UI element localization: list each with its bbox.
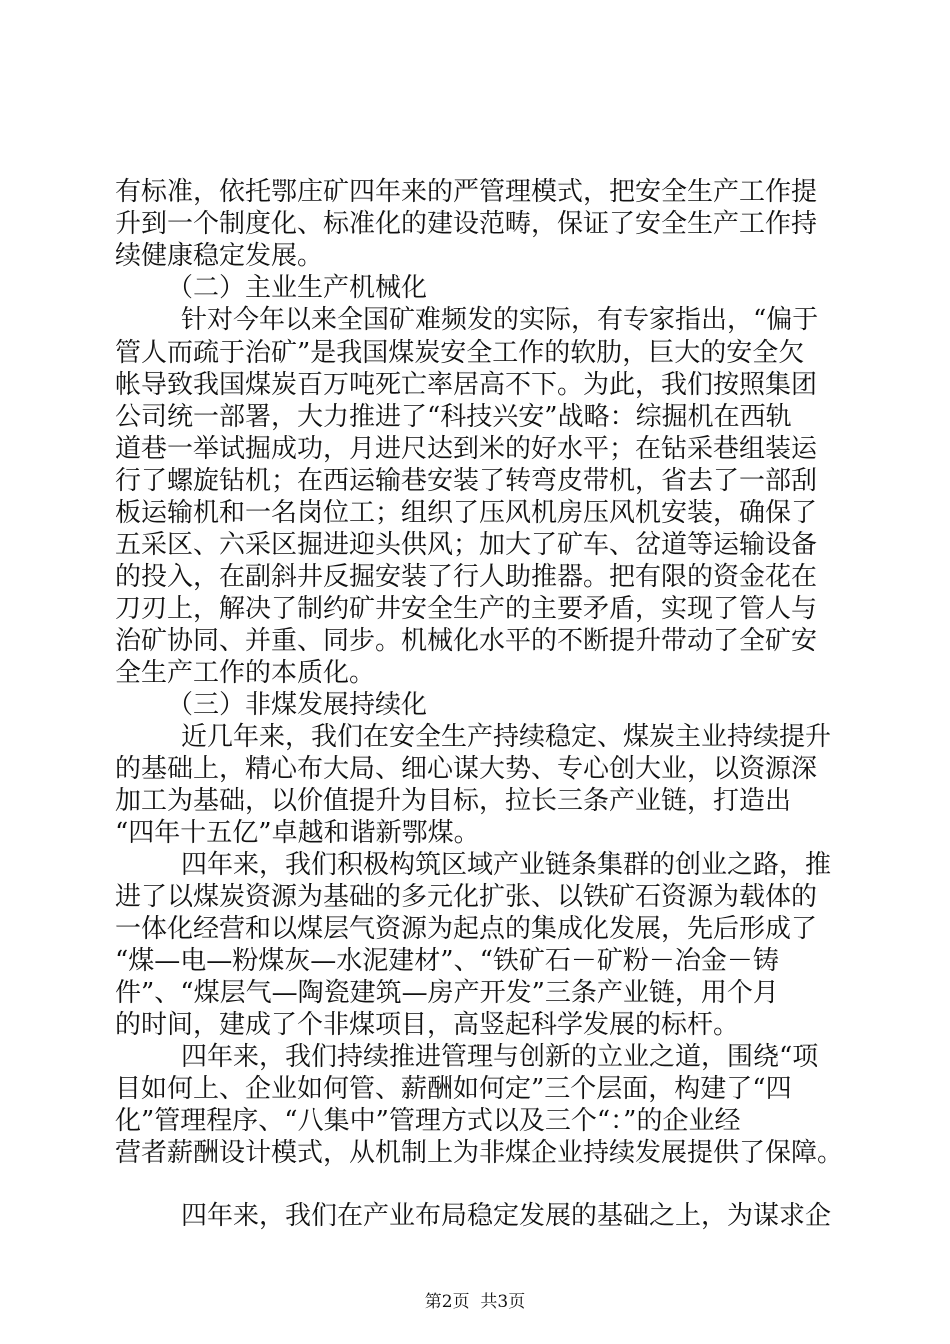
section-heading: （二）主业生产机械化 xyxy=(167,273,428,303)
text-line: 件”、“煤层气—陶瓷建筑—房产开发”三条产业链，用个月 xyxy=(115,978,779,1008)
text-line: 加工为基础，以价值提升为目标，拉长三条产业链，打造出 xyxy=(115,786,792,816)
text-line: 道巷一举试掘成功，月进尺达到米的好水平；在钻采巷组装运 xyxy=(115,434,818,464)
text-line: 全生产工作的本质化。 xyxy=(115,658,376,688)
text-line: 化”管理程序、“八集中”管理方式以及三个“：”的企业经 xyxy=(115,1106,741,1136)
text-line: 板运输机和一名岗位工；组织了压风机房压风机安装，确保了 xyxy=(115,498,818,528)
text-line: 公司统一部署，大力推进了“科技兴安”战略：综掘机在西轨 xyxy=(115,402,792,432)
text-line: 帐导致我国煤炭百万吨死亡率居高不下。为此，我们按照集团 xyxy=(115,370,818,400)
text-line: 近几年来，我们在安全生产持续稳定、煤炭主业持续提升 xyxy=(181,722,832,752)
text-line: 升到一个制度化、标准化的建设范畴，保证了安全生产工作持 xyxy=(115,209,818,239)
section-heading: （三）非煤发展持续化 xyxy=(167,690,428,720)
text-line: 的投入，在副斜井反掘安装了行人助推器。把有限的资金花在 xyxy=(115,562,818,592)
text-line: 进了以煤炭资源为基础的多元化扩张、以铁矿石资源为载体的 xyxy=(115,882,818,912)
text-line: 四年来，我们持续推进管理与创新的立业之道，围绕“项 xyxy=(181,1042,819,1072)
text-line: 目如何上、企业如何管、薪酬如何定”三个层面，构建了“四 xyxy=(115,1074,792,1104)
text-line: 治矿协同、并重、同步。机械化水平的不断提升带动了全矿安 xyxy=(115,626,818,656)
text-line: 四年来，我们积极构筑区域产业链条集群的创业之路，推 xyxy=(181,850,832,880)
text-line: 有标准，依托鄂庄矿四年来的严管理模式，把安全生产工作提 xyxy=(115,177,818,207)
text-line: 四年来，我们在产业布局稳定发展的基础之上，为谋求企 xyxy=(181,1201,832,1231)
text-line: 刀刃上，解决了制约矿井安全生产的主要矛盾，实现了管人与 xyxy=(115,594,818,624)
text-line: “煤—电—粉煤灰—水泥建材”、“铁矿石－矿粉－冶金－铸 xyxy=(115,946,779,976)
text-line: 五采区、六采区掘进迎头供风；加大了矿车、岔道等运输设备 xyxy=(115,530,818,560)
text-line: 针对今年以来全国矿难频发的实际，有专家指出，“偏于 xyxy=(181,305,819,335)
text-line: 的时间，建成了个非煤项目，高竖起科学发展的标杆。 xyxy=(115,1010,740,1040)
text-line: 行了螺旋钻机；在西运输巷安装了转弯皮带机，省去了一部刮 xyxy=(115,466,818,496)
text-line: 续健康稳定发展。 xyxy=(115,241,324,271)
text-line: 一体化经营和以煤层气资源为起点的集成化发展，先后形成了 xyxy=(115,914,818,944)
text-line: 管人而疏于治矿”是我国煤炭安全工作的软肋，巨大的安全欠 xyxy=(115,338,805,368)
page-number-footer: 第2页 共3页 xyxy=(424,1292,526,1312)
text-line: 的基础上，精心布大局、细心谋大势、专心创大业，以资源深 xyxy=(115,754,818,784)
text-line: 营者薪酬设计模式，从机制上为非煤企业持续发展提供了保障。 xyxy=(115,1138,844,1168)
text-line: “四年十五亿”卓越和谐新鄂煤。 xyxy=(115,818,480,848)
